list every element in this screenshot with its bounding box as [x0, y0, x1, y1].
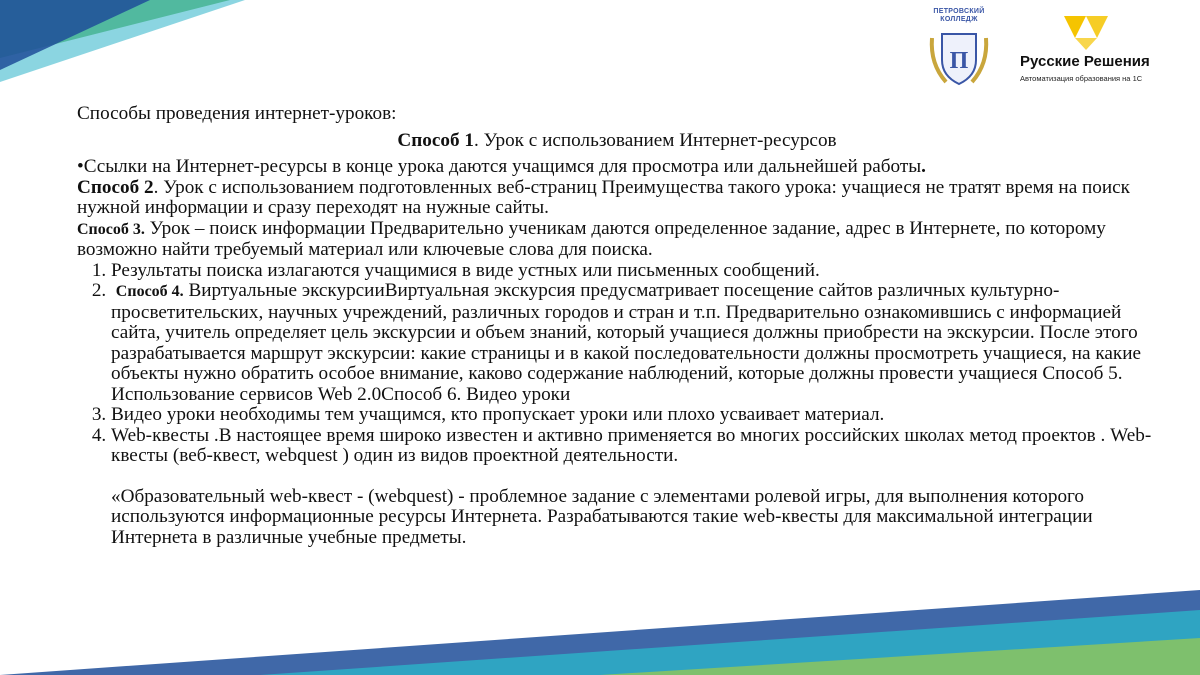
list-item: [111, 281, 1157, 405]
way1-text: . Урок с использованием Интернет-ресурсов: [474, 129, 837, 151]
college-name-line2: КОЛЛЕДЖ: [940, 16, 978, 23]
way3-label: Способ 3.: [77, 220, 145, 238]
college-name-line1: ПЕТРОВСКИЙ: [933, 8, 985, 15]
company-name: Русские Решения: [1020, 53, 1150, 70]
college-logo: [918, 8, 1000, 92]
way1-bullet-text: •Ссылки на Интернет-ресурсы в конце урока даются учащимся для просмотра или дальнейшей работы: [77, 156, 922, 177]
list-item-3-text: Видео уроки необходимы тем учащимся, кто пропускает уроки или плохо усваивает материал.: [111, 404, 885, 425]
college-emblem-letter: П: [949, 48, 969, 74]
list-item: [111, 426, 1157, 467]
college-emblem-icon: [924, 24, 994, 90]
slide-intro: Способы проведения интернет-уроков:: [77, 103, 397, 124]
way2-paragraph: [77, 178, 1157, 219]
way1-label: Способ 1: [397, 129, 474, 151]
webquest-definition: «Образовательный web-квест - (webquest) - проблемное задание с элементами ролевой игры, для выполнения которого используются информационные ресурсы Интернета. Разрабатываются такие web-квесты для максимальной интеграции Интернета в различные учебные предметы.: [111, 485, 1093, 548]
list-item: [111, 261, 1157, 282]
list-item: [111, 405, 1157, 426]
methods-list: [77, 261, 1157, 467]
way1-heading: [77, 131, 1157, 152]
list-item-1-text: Результаты поиска излагаются учащимися в виде устных или письменных сообщений.: [111, 259, 820, 281]
company-logo: [1016, 10, 1196, 90]
company-tagline: Автоматизация образования на 1С: [1020, 74, 1143, 83]
company-logo-icon: [1056, 10, 1116, 52]
slide-content: [77, 104, 1157, 548]
way3-text: Урок – поиск информации Предварительно ученикам даются определенное задание, адрес в Интернете, по которому возможно найти требуемый материал или ключевые слова для поиска.: [77, 217, 1106, 260]
way1-bullet-end: .: [921, 156, 926, 177]
way2-label: Способ 2: [77, 176, 154, 198]
way3-paragraph: [77, 219, 1157, 261]
way2-text: . Урок с использованием подготовленных веб-страниц Преимущества такого урока: учащиеся не тратят время на поиск нужной информации и сразу переходят на нужные сайты.: [77, 176, 1130, 218]
list-item-2-label: Способ 4.: [115, 283, 184, 300]
way1-bullet: [77, 157, 1157, 178]
spacer: [77, 467, 1157, 487]
list-item-2-text: Виртуальные экскурсииВиртуальная экскурсия предусматривает посещение сайтов различных культурно-просветительских, научных учреждений, различных городов и стран и т.п. Предварительно ознакомившись с информацией сайта, учитель определяет цель экскурсии и объем знаний, который учащиеся должны приобрести на экскурсии. После этого разрабатывается маршрут экскурсии: какие страницы и в какой последовательности должны просмотреть учащиеся, на какие объекты нужно обратить особое внимание, каково содержание наблюдений, которые должны провести учащиеся Способ 5. Использование сервисов Web 2.0Способ 6. Видео уроки: [111, 280, 1142, 405]
list-item-4-text: Web-квесты .В настоящее время широко известен и активно применяется во многих российских школах метод проектов . Web-квесты (веб-квест, webquest ) один из видов проектной деятельности.: [111, 424, 1152, 466]
